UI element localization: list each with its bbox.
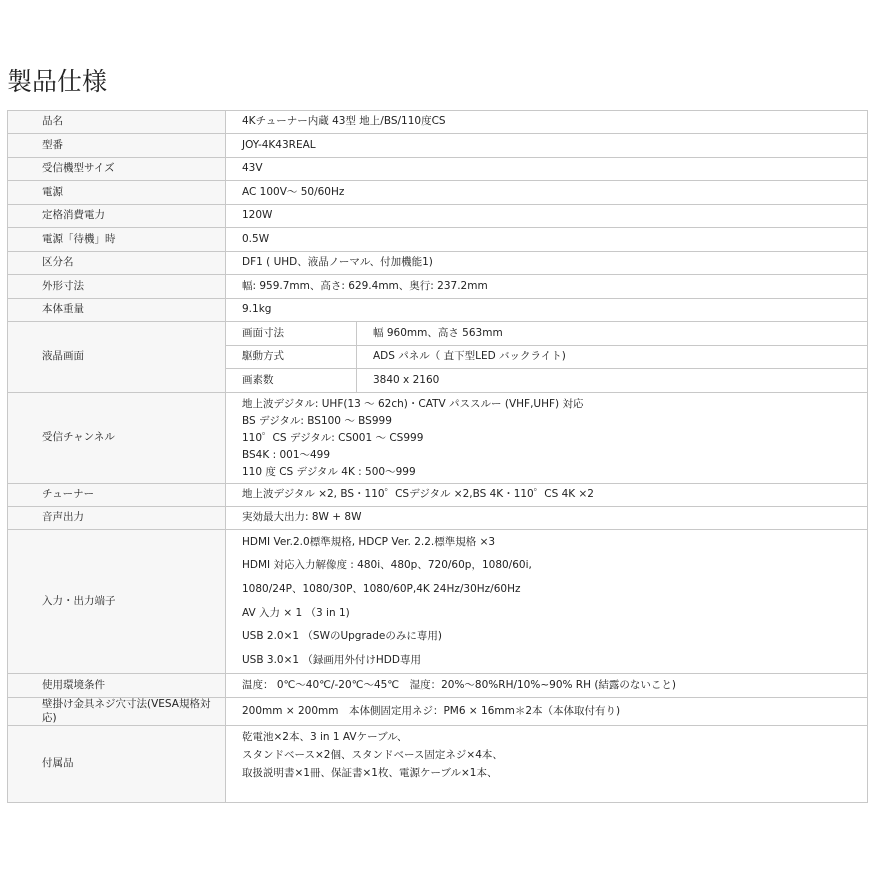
sublabel-screen-drive: 駆動方式	[226, 346, 357, 369]
label-io: 入力・出力端子	[8, 530, 226, 674]
sublabel-screen-pixels: 画素数	[226, 369, 357, 393]
channel-line: 110゜CS デジタル: CS001 ～ CS999	[242, 431, 424, 444]
label-size: 受信機型サイズ	[8, 158, 226, 181]
value-standby: 0.5W	[226, 228, 868, 252]
label-dimensions: 外形寸法	[8, 275, 226, 299]
value-tuner: 地上波デジタル ×2, BS・110゜CSデジタル ×2,BS 4K・110゜CS 4K ×2	[226, 484, 868, 507]
label-standby: 電源「待機」時	[8, 228, 226, 252]
value-audio: 実効最大出力: 8W + 8W	[226, 507, 868, 530]
value-weight: 9.1kg	[226, 299, 868, 322]
row-dimensions	[8, 275, 868, 299]
row-audio	[8, 507, 868, 530]
row-weight	[8, 299, 868, 322]
row-consumption	[8, 205, 868, 228]
io-line: AV 入力 × 1 （3 in 1)	[242, 606, 350, 619]
row-power	[8, 181, 868, 205]
io-line: 1080/24P、1080/30P、1080/60P,4K 24Hz/30Hz/60Hz	[242, 582, 521, 595]
value-accessories	[226, 726, 868, 803]
row-size	[8, 158, 868, 181]
accessory-line: 乾電池×2本、3 in 1 AVケーブル、	[242, 731, 408, 744]
value-category: DF1 ( UHD、液晶ノーマル、付加機能1)	[226, 252, 868, 275]
value-io	[226, 530, 868, 674]
subvalue-screen-drive: ADS パネル（ 直下型LED バックライト)	[357, 346, 868, 369]
label-vesa: 壁掛け金具ネジ穴寸法(VESA規格対応)	[8, 698, 226, 726]
channel-line: 110 度 CS デジタル 4K : 500～999	[242, 465, 416, 478]
label-environment: 使用環境条件	[8, 674, 226, 698]
spec-table	[7, 110, 868, 803]
label-power: 電源	[8, 181, 226, 205]
label-model: 型番	[8, 134, 226, 158]
row-tuner	[8, 484, 868, 507]
value-consumption: 120W	[226, 205, 868, 228]
spec-table-container	[7, 110, 867, 803]
value-vesa: 200mm × 200mm 本体側固定用ネジ：PM6 × 16mm＊2本（本体取付有り)	[226, 698, 868, 726]
value-power: AC 100V～ 50/60Hz	[226, 181, 868, 205]
channel-line: 地上波デジタル: UHF(13 ～ 62ch)・CATV パススルー (VHF,UHF) 対応	[242, 397, 584, 410]
sublabel-screen-size: 画面寸法	[226, 322, 357, 346]
label-audio: 音声出力	[8, 507, 226, 530]
value-size: 43V	[226, 158, 868, 181]
channel-line: BS デジタル: BS100 ～ BS999	[242, 414, 392, 427]
label-channels: 受信チャンネル	[8, 393, 226, 484]
accessory-line: 取扱説明書×1冊、保証書×1枚、電源ケーブル×1本、	[242, 767, 498, 780]
row-model	[8, 134, 868, 158]
value-environment: 温度： 0℃～40℃/-20℃～45℃ 湿度：20%～80%RH/10%~90% RH (結露のないこと)	[226, 674, 868, 698]
label-weight: 本体重量	[8, 299, 226, 322]
accessory-line: スタンドベース×2個、スタンドベース固定ネジ×4本、	[242, 749, 503, 762]
subvalue-screen-size: 幅 960mm、高さ 563mm	[357, 322, 868, 346]
row-vesa	[8, 698, 868, 726]
subvalue-screen-pixels: 3840 x 2160	[357, 369, 868, 393]
row-screen-size	[8, 322, 868, 346]
label-category: 区分名	[8, 252, 226, 275]
page-title: 製品仕様	[7, 67, 108, 96]
channel-line: BS4K : 001～499	[242, 448, 331, 461]
label-screen: 液晶画面	[8, 322, 226, 393]
label-tuner: チューナー	[8, 484, 226, 507]
row-io	[8, 530, 868, 674]
row-name	[8, 111, 868, 134]
io-line: USB 2.0×1 （SWのUpgradeのみに専用)	[242, 630, 442, 643]
row-channels	[8, 393, 868, 484]
value-model: JOY-4K43REAL	[226, 134, 868, 158]
io-line: USB 3.0×1 （録画用外付けHDD専用	[242, 653, 421, 666]
value-channels	[226, 393, 868, 484]
value-name: 4Kチューナー内蔵 43型 地上/BS/110度CS	[226, 111, 868, 134]
label-consumption: 定格消費電力	[8, 205, 226, 228]
row-environment	[8, 674, 868, 698]
io-line: HDMI 対応入力解像度 : 480i、480p、720/60p，1080/60i,	[242, 559, 532, 572]
row-accessories	[8, 726, 868, 803]
label-accessories: 付属品	[8, 726, 226, 803]
row-category	[8, 252, 868, 275]
row-standby	[8, 228, 868, 252]
value-dimensions: 幅: 959.7mm、高さ: 629.4mm、奥行: 237.2mm	[226, 275, 868, 299]
label-name: 品名	[8, 111, 226, 134]
io-line: HDMI Ver.2.0標準規格, HDCP Ver. 2.2.標準規格 ×3	[242, 535, 496, 548]
